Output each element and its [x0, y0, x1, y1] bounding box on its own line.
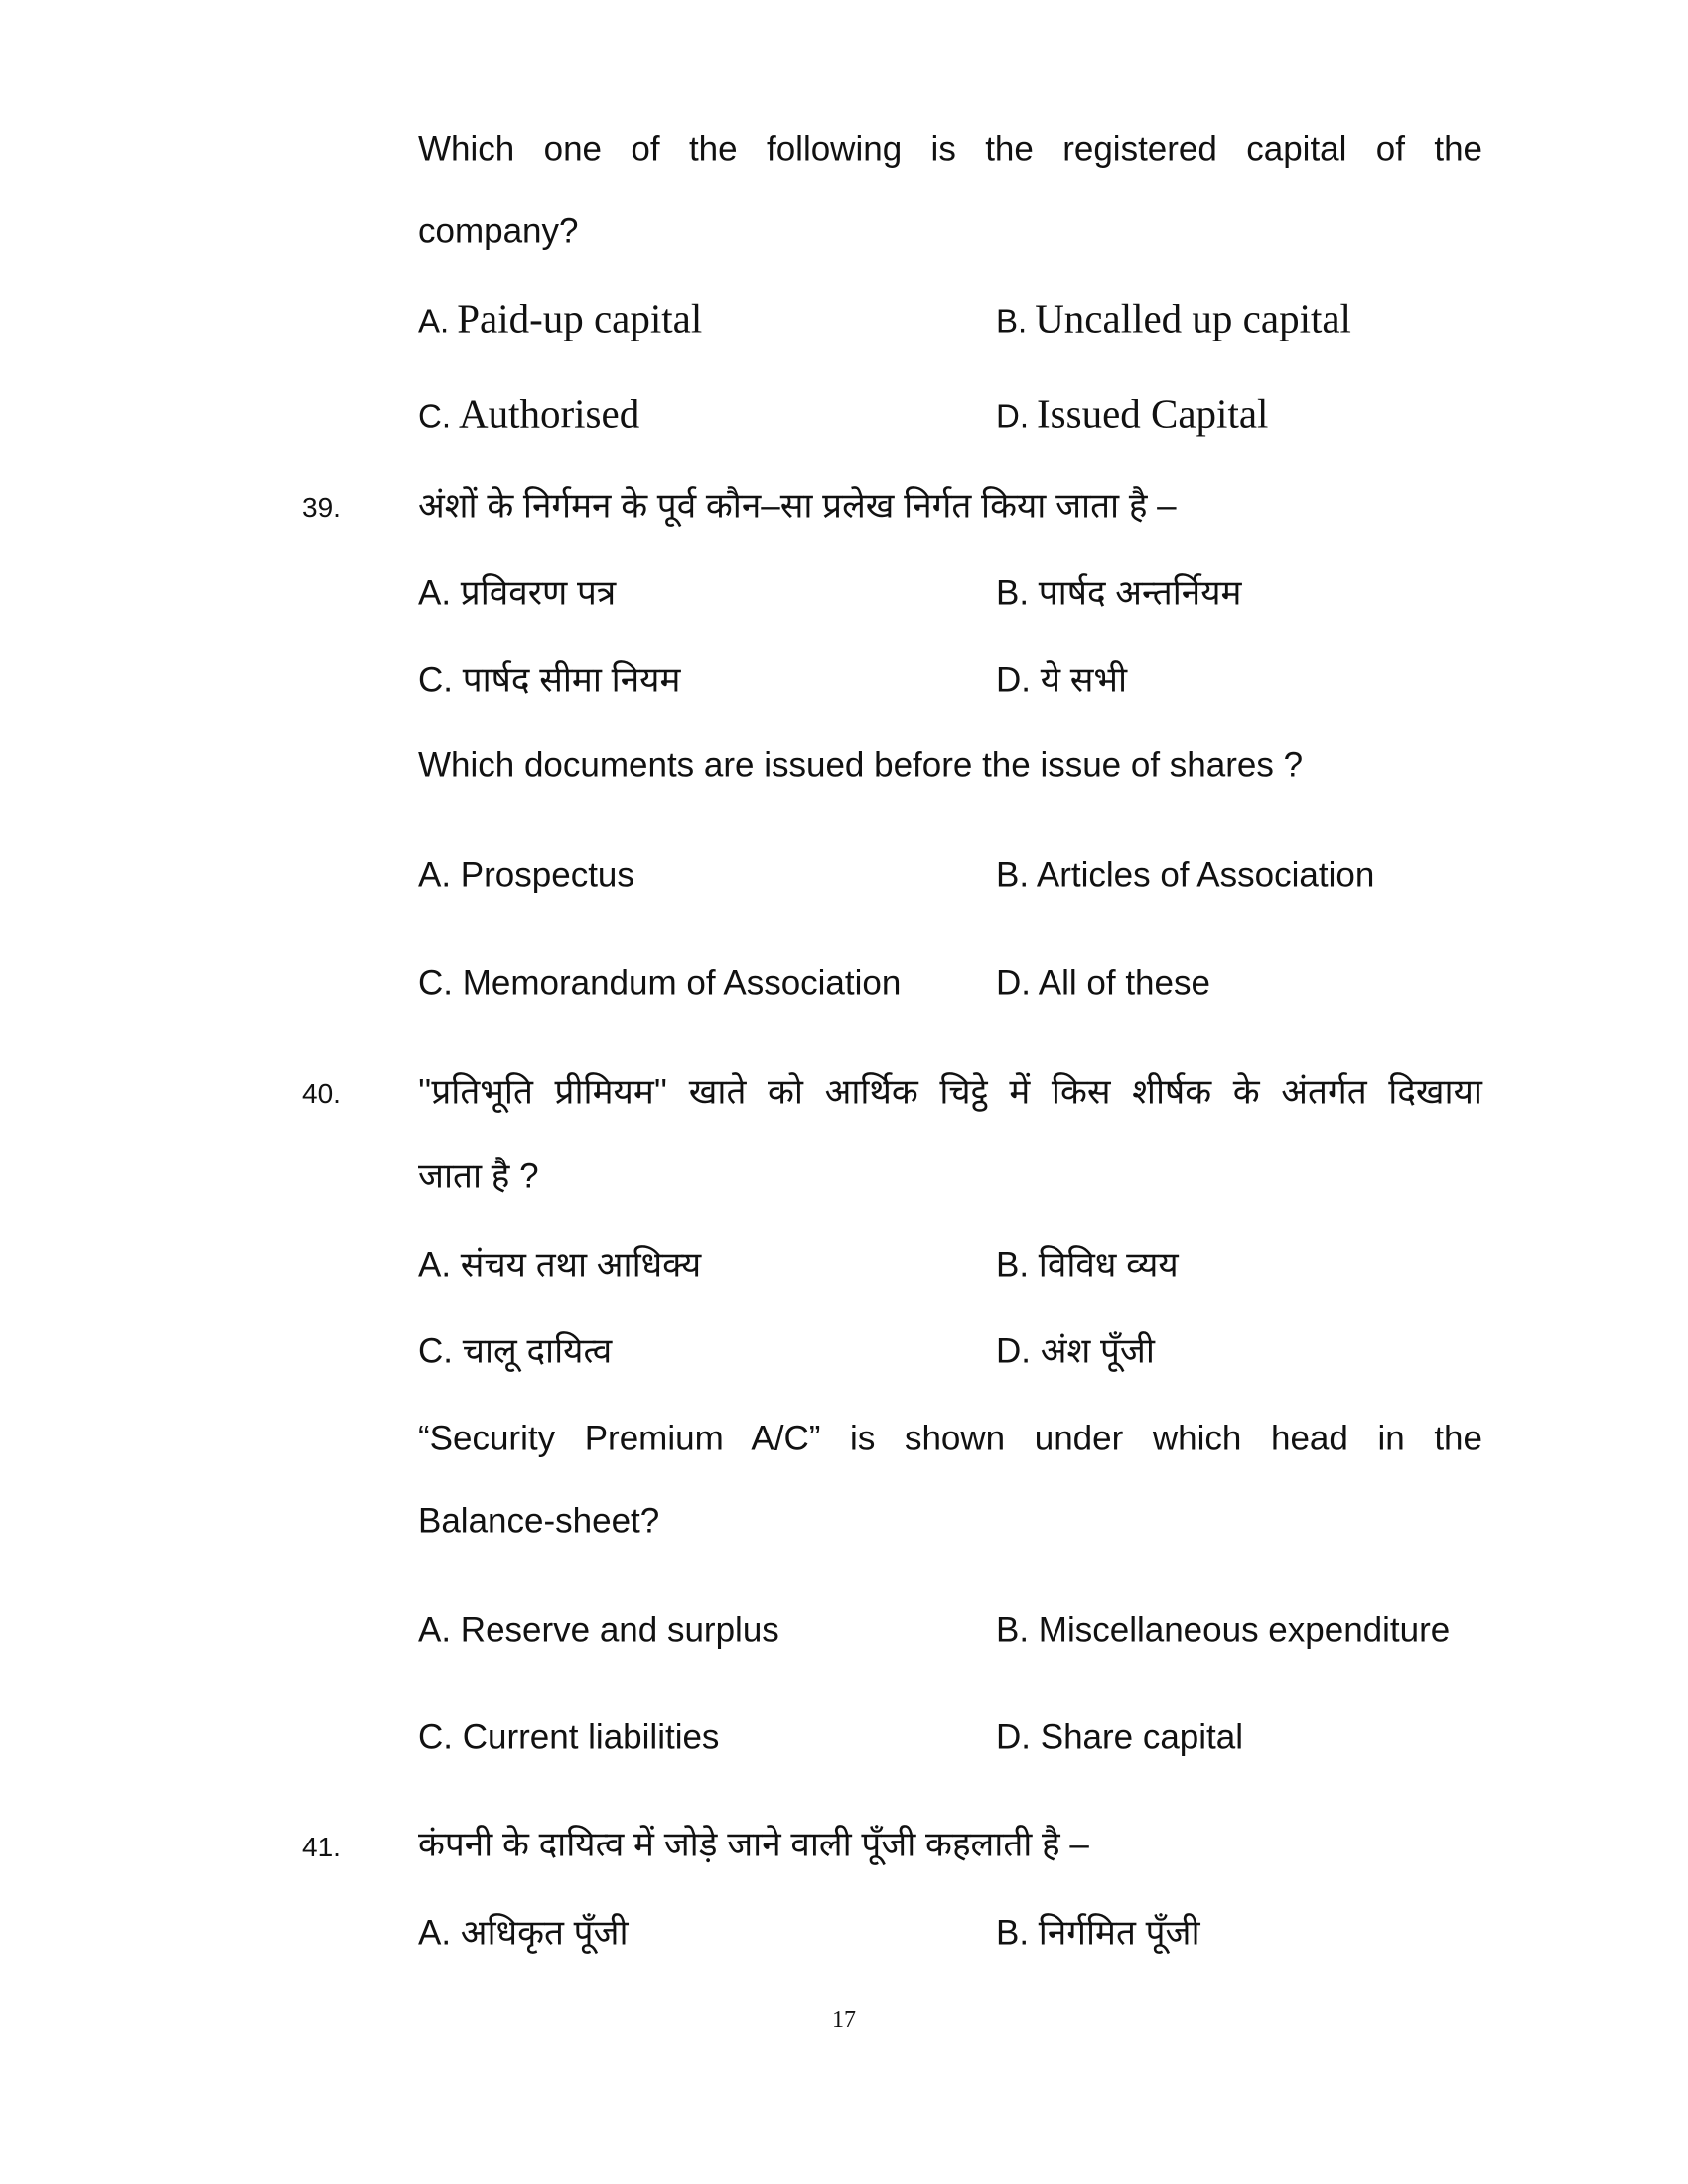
q40-hindi-option-a[interactable]: A. संचय तथा आधिक्य: [418, 1245, 702, 1285]
q40-english-line2: Balance-sheet?: [418, 1501, 660, 1541]
option-label: C.: [418, 397, 451, 435]
q41-hindi-question: कंपनी के दायित्व में जोड़े जाने वाली पूँजी कहलाती है –: [418, 1825, 1089, 1864]
q40-option-d[interactable]: D. Share capital: [996, 1717, 1244, 1757]
option-text: Issued Capital: [1037, 390, 1269, 437]
option-text: Paid-up capital: [457, 295, 703, 341]
q40-option-b[interactable]: B. Miscellaneous expenditure: [996, 1610, 1451, 1650]
q38-option-b[interactable]: [996, 295, 1351, 341]
option-text: Uncalled up capital: [1035, 295, 1351, 341]
q40-number: 40.: [302, 1078, 341, 1109]
q39-option-a[interactable]: A. Prospectus: [418, 855, 634, 894]
q40-english-line1: “Security Premium A/C” is shown under which head in the: [418, 1419, 1482, 1458]
q39-hindi-option-b[interactable]: B. पार्षद अन्तर्नियम: [996, 573, 1242, 613]
q39-option-b[interactable]: B. Articles of Association: [996, 855, 1375, 894]
q40-hindi-option-d[interactable]: D. अंश पूँजी: [996, 1331, 1155, 1371]
q40-option-a[interactable]: A. Reserve and surplus: [418, 1610, 779, 1650]
option-label: D.: [996, 397, 1029, 435]
q40-option-c[interactable]: C. Current liabilities: [418, 1717, 720, 1757]
q38-english-line1: Which one of the following is the registered capital of the: [418, 129, 1482, 169]
q38-english-line2: company?: [418, 211, 579, 251]
q39-number: 39.: [302, 492, 341, 523]
q39-option-c[interactable]: C. Memorandum of Association: [418, 963, 902, 1003]
q39-hindi-question: अंशों के निर्गमन के पूर्व कौन–सा प्रलेख निर्गत किया जाता है –: [418, 486, 1177, 526]
q41-hindi-option-a[interactable]: A. अधिकृत पूँजी: [418, 1913, 629, 1953]
q39-hindi-option-c[interactable]: C. पार्षद सीमा नियम: [418, 660, 681, 700]
q39-hindi-option-d[interactable]: D. ये सभी: [996, 660, 1128, 700]
q39-hindi-option-a[interactable]: A. प्रविवरण पत्र: [418, 573, 617, 613]
q38-option-a[interactable]: [418, 295, 703, 341]
page-number: 17: [832, 2007, 856, 2033]
q39-option-d[interactable]: D. All of these: [996, 963, 1210, 1003]
option-label: A.: [418, 302, 450, 340]
option-label: B.: [996, 302, 1028, 340]
q40-hindi-option-c[interactable]: C. चालू दायित्व: [418, 1331, 613, 1371]
q40-hindi-line1: ''प्रतिभूति प्रीमियम'' खाते को आर्थिक चिट्ठे में किस शीर्षक के अंतर्गत दिखाया: [418, 1072, 1482, 1112]
option-text: Authorised: [459, 390, 640, 437]
q41-hindi-option-b[interactable]: B. निर्गमित पूँजी: [996, 1913, 1200, 1953]
q41-number: 41.: [302, 1832, 341, 1862]
q38-option-d[interactable]: [996, 390, 1269, 437]
q40-hindi-line2: जाता है ?: [418, 1157, 539, 1196]
q39-english-question: Which documents are issued before the issue of shares ?: [418, 746, 1304, 785]
q40-hindi-option-b[interactable]: B. विविध व्यय: [996, 1245, 1179, 1285]
q38-option-c[interactable]: [418, 390, 640, 437]
